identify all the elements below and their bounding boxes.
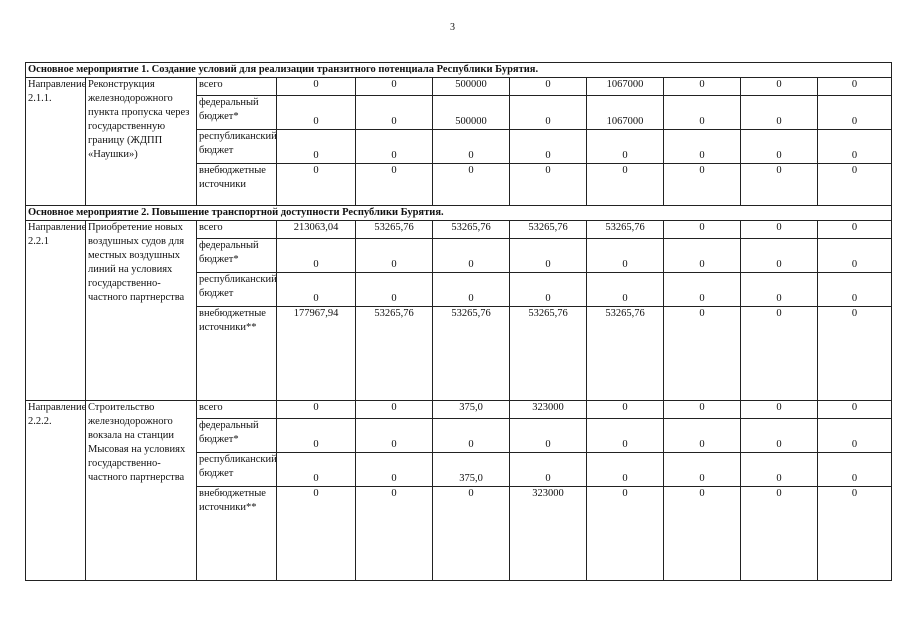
value-cell: 0 — [741, 239, 818, 273]
value-cell: 0 — [818, 130, 892, 164]
value-cell: 53265,76 — [356, 307, 433, 401]
value-cell: 1067000 — [587, 78, 664, 96]
funding-source: внебюджетные источники** — [197, 487, 277, 581]
value-cell: 0 — [664, 487, 741, 581]
direction-label: Направление 2.1.1. — [28, 79, 87, 104]
value-cell: 0 — [433, 273, 510, 307]
value-cell: 0 — [818, 487, 892, 581]
value-cell: 0 — [356, 130, 433, 164]
value-cell: 0 — [277, 239, 356, 273]
funding-source: республиканский бюджет — [197, 130, 277, 164]
value-cell: 323000 — [510, 487, 587, 581]
value-cell: 0 — [587, 419, 664, 453]
value-cell: 0 — [664, 453, 741, 487]
value-cell: 0 — [356, 78, 433, 96]
value-cell: 0 — [510, 130, 587, 164]
value-cell: 0 — [664, 273, 741, 307]
table-row — [26, 78, 892, 96]
value-cell: 53265,76 — [510, 307, 587, 401]
value-cell: 0 — [818, 78, 892, 96]
funding-source: федеральный бюджет* — [197, 419, 277, 453]
value-cell: 0 — [277, 453, 356, 487]
value-cell: 177967,94 — [277, 307, 356, 401]
measure-description: Приобретение новых воздушных судов для местных воздушных линий на условиях государственно-частного партнерства — [86, 221, 197, 401]
value-cell: 0 — [433, 164, 510, 206]
value-cell: 0 — [664, 401, 741, 419]
value-cell: 0 — [277, 401, 356, 419]
value-cell: 0 — [587, 487, 664, 581]
value-cell: 0 — [587, 130, 664, 164]
value-cell: 0 — [356, 487, 433, 581]
table-row — [26, 221, 892, 239]
value-cell: 0 — [433, 419, 510, 453]
value-cell: 0 — [664, 130, 741, 164]
value-cell: 0 — [741, 273, 818, 307]
direction-cell — [26, 401, 86, 581]
value-cell: 0 — [818, 453, 892, 487]
value-cell: 0 — [433, 130, 510, 164]
value-cell: 0 — [277, 96, 356, 130]
value-cell: 0 — [356, 419, 433, 453]
value-cell: 375,0 — [433, 453, 510, 487]
value-cell: 0 — [356, 164, 433, 206]
direction-label: Направление 2.2.1 — [28, 222, 87, 247]
value-cell: 0 — [356, 239, 433, 273]
value-cell: 0 — [664, 164, 741, 206]
funding-source: внебюджетные источники — [197, 164, 277, 206]
value-cell: 0 — [664, 307, 741, 401]
value-cell: 53265,76 — [433, 221, 510, 239]
value-cell: 53265,76 — [510, 221, 587, 239]
funding-source: всего — [197, 78, 277, 96]
value-cell: 0 — [587, 164, 664, 206]
measure-description: Строительство железнодорожного вокзала на станции Мысовая на условиях государственно-частного партнерства — [86, 401, 197, 581]
value-cell: 0 — [356, 401, 433, 419]
funding-source: всего — [197, 401, 277, 419]
value-cell: 0 — [818, 419, 892, 453]
value-cell: 0 — [664, 78, 741, 96]
section-row — [26, 206, 892, 221]
value-cell: 0 — [741, 419, 818, 453]
value-cell: 0 — [818, 96, 892, 130]
table-row — [26, 401, 892, 419]
value-cell: 0 — [818, 164, 892, 206]
value-cell: 323000 — [510, 401, 587, 419]
value-cell: 0 — [664, 221, 741, 239]
value-cell: 0 — [510, 96, 587, 130]
section-title: Основное мероприятие 1. Создание условий для реализации транзитного потенциала Республики Бурятия. — [26, 63, 892, 78]
value-cell: 0 — [510, 273, 587, 307]
value-cell: 0 — [741, 78, 818, 96]
value-cell: 0 — [818, 221, 892, 239]
value-cell: 500000 — [433, 96, 510, 130]
value-cell: 0 — [818, 239, 892, 273]
value-cell: 1067000 — [587, 96, 664, 130]
value-cell: 0 — [356, 96, 433, 130]
value-cell: 0 — [741, 130, 818, 164]
value-cell: 0 — [356, 453, 433, 487]
direction-label: Направление 2.2.2. — [28, 402, 87, 427]
value-cell: 0 — [277, 273, 356, 307]
value-cell: 0 — [433, 487, 510, 581]
funding-source: республиканский бюджет — [197, 453, 277, 487]
value-cell: 0 — [818, 401, 892, 419]
value-cell: 0 — [741, 96, 818, 130]
value-cell: 0 — [356, 273, 433, 307]
value-cell: 500000 — [433, 78, 510, 96]
value-cell: 0 — [277, 164, 356, 206]
value-cell: 0 — [741, 453, 818, 487]
value-cell: 0 — [587, 273, 664, 307]
measure-description: Реконструкция железнодорожного пункта пропуска через государственную границу (ЖДПП «Наушки») — [86, 78, 197, 206]
funding-source: федеральный бюджет* — [197, 239, 277, 273]
value-cell: 0 — [741, 487, 818, 581]
section-row — [26, 63, 892, 78]
value-cell: 0 — [587, 453, 664, 487]
value-cell: 0 — [510, 453, 587, 487]
section-title: Основное мероприятие 2. Повышение транспортной доступности Республики Бурятия. — [26, 206, 892, 221]
value-cell: 0 — [277, 487, 356, 581]
value-cell: 0 — [664, 239, 741, 273]
funding-source: федеральный бюджет* — [197, 96, 277, 130]
value-cell: 0 — [277, 78, 356, 96]
value-cell: 53265,76 — [587, 221, 664, 239]
value-cell: 0 — [741, 401, 818, 419]
direction-cell — [26, 221, 86, 401]
value-cell: 53265,76 — [433, 307, 510, 401]
funding-source: республиканский бюджет — [197, 273, 277, 307]
value-cell: 0 — [277, 130, 356, 164]
value-cell: 53265,76 — [356, 221, 433, 239]
value-cell: 0 — [664, 96, 741, 130]
page-number: 3 — [450, 22, 455, 33]
value-cell: 0 — [741, 221, 818, 239]
value-cell: 213063,04 — [277, 221, 356, 239]
value-cell: 0 — [510, 78, 587, 96]
value-cell: 0 — [741, 307, 818, 401]
value-cell: 0 — [587, 239, 664, 273]
value-cell: 0 — [433, 239, 510, 273]
value-cell: 0 — [741, 164, 818, 206]
value-cell: 0 — [277, 419, 356, 453]
value-cell: 0 — [664, 419, 741, 453]
budget-table — [25, 62, 892, 581]
funding-source: всего — [197, 221, 277, 239]
funding-source: внебюджетные источники** — [197, 307, 277, 401]
value-cell: 375,0 — [433, 401, 510, 419]
direction-cell — [26, 78, 86, 206]
value-cell: 0 — [818, 273, 892, 307]
value-cell: 0 — [510, 419, 587, 453]
value-cell: 0 — [818, 307, 892, 401]
value-cell: 0 — [510, 239, 587, 273]
value-cell: 0 — [587, 401, 664, 419]
value-cell: 0 — [510, 164, 587, 206]
value-cell: 53265,76 — [587, 307, 664, 401]
